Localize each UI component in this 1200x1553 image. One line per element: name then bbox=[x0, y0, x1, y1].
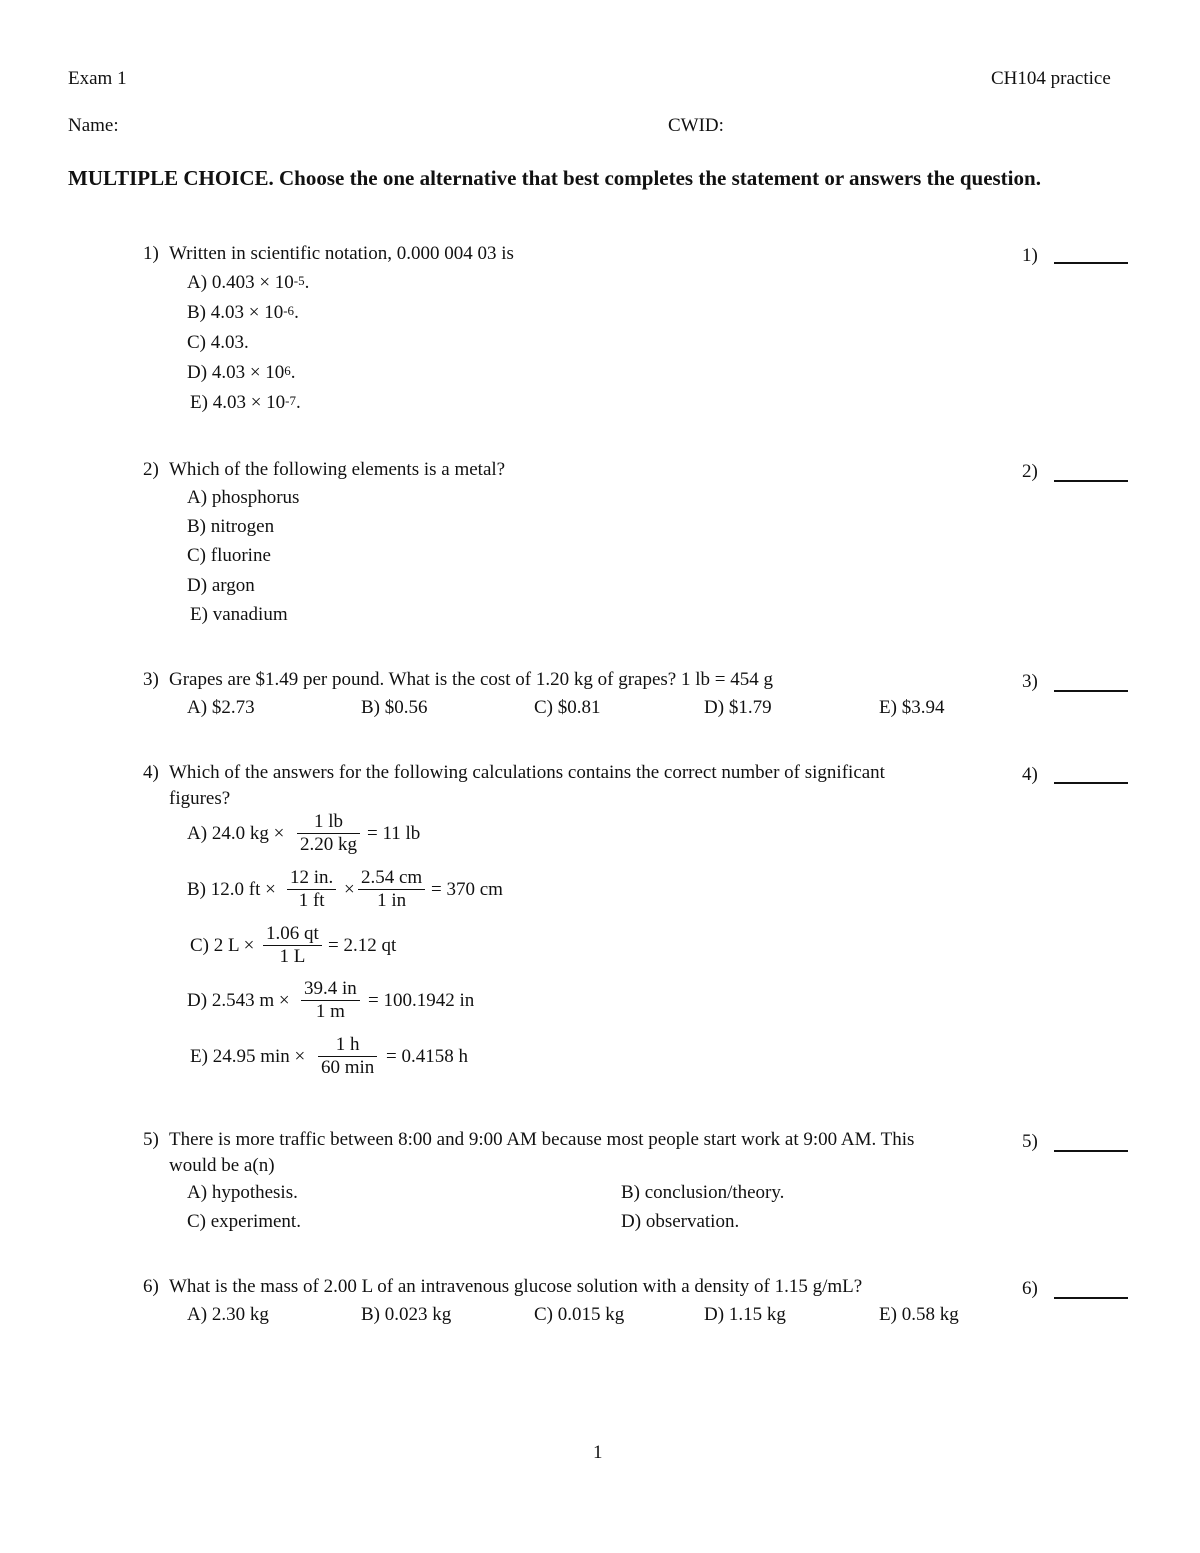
question-text-line-1: Which of the answers for the following calculations contains the correct number of significant bbox=[169, 762, 885, 783]
option-c[interactable]: C) 4.03. bbox=[187, 332, 249, 353]
option-b[interactable]: B) nitrogen bbox=[187, 516, 275, 537]
exam-title: Exam 1 bbox=[68, 68, 127, 89]
answer-blank-label: 1) bbox=[1022, 245, 1038, 266]
option-label: D) bbox=[187, 990, 208, 1011]
cwid-field-label: CWID: bbox=[668, 115, 724, 136]
option-d[interactable]: D) observation. bbox=[621, 1211, 740, 1232]
question-text-line-2: figures? bbox=[169, 788, 231, 809]
option-b[interactable]: B) $4.03 \times 10^{-6}$. bbox=[187, 302, 299, 323]
course-label: CH104 practice bbox=[991, 68, 1111, 89]
question-text: What is the mass of 2.00 L of an intravenous glucose solution with a density of 1.15 g/mL? bbox=[169, 1276, 863, 1297]
question-text: Written in scientific notation, 0.000 004 03 is bbox=[169, 243, 514, 264]
answer-blank-label: 6) bbox=[1022, 1278, 1038, 1299]
question-number: 4) bbox=[143, 762, 159, 783]
option-b[interactable]: B) $0.56 bbox=[361, 697, 428, 718]
answer-blank[interactable] bbox=[1054, 262, 1128, 264]
option-b[interactable]: B) conclusion/theory. bbox=[621, 1182, 785, 1203]
question-text: Which of the following elements is a metal? bbox=[169, 459, 506, 480]
answer-blank-label: 5) bbox=[1022, 1131, 1038, 1152]
option-d[interactable]: D) 1.15 kg bbox=[704, 1304, 786, 1325]
answer-blank-label: 2) bbox=[1022, 461, 1038, 482]
answer-blank[interactable] bbox=[1054, 782, 1128, 784]
option-c[interactable]: C) $0.81 bbox=[534, 697, 601, 718]
option-c[interactable]: C) experiment. bbox=[187, 1211, 301, 1232]
answer-blank-label: 4) bbox=[1022, 764, 1038, 785]
option-a[interactable]: A) $2.73 bbox=[187, 697, 255, 718]
option-a[interactable]: A) phosphorus bbox=[187, 487, 300, 508]
answer-blank-label: 3) bbox=[1022, 671, 1038, 692]
option-d[interactable]: D) argon bbox=[187, 575, 255, 596]
question-number: 3) bbox=[143, 669, 159, 690]
fraction: $\frac{39.4 in}{1 m}$ bbox=[301, 978, 360, 1023]
question-number: 6) bbox=[143, 1276, 159, 1297]
answer-blank[interactable] bbox=[1054, 480, 1128, 482]
option-a[interactable]: A) 2.30 kg bbox=[187, 1304, 269, 1325]
exam-page: Exam 1 CH104 practice Name: CWID: MULTIPLE CHOICE. Choose the one alternative that best completes the statement or answers the question. 1) Written in scientific notation, 0.000 004 03 is 1) A) $0.403 \times 10^{-5}$. B) $4.03 \times 10^{-6}$. C) 4.03. D) $4.03 \times 10^6$. E) $4.03 \times 10^{-7}$. 2) Which of the following elements is a metal? 2) A) phosphorus B) nitrogen C) fluorine D) argon E) vanadium 3) Grapes are $1.49 per pound. What is the cost of 1.20 kg of grapes? 1 lb = 454 g 3) A) $2.73 B) $0.56 C) $0.81 D) $1.79 E) $3.94 4) Which of the answers for the following calculations contains the correct number of significant figures? 4) A) 24.0 kg × $\frac{1 lb}{2.20 kg}$ = 11 lb B) 12.0 ft × $\frac{12 in.}{1 ft}$ × $\frac{2.54 cm}{1 in}$ = 370 cm C) 2 L × $\frac{1.06 qt}{1 L}$ = 2.12 qt D) 2.543 m × $\frac{39.4 in}{1 m}$ = 100.1942 in E) 24.95 min × 1 h 60 min = 0.4158 h 5) There is more traffic between 8:00 and 9:00 AM because most people start work at 9:00 AM. This would be a(n) 5) A) hypothesis. B) conclusion/theory. C) experiment. D) observation. 6) What is the mass of 2.00 L of an intravenous glucose solution with a density of 1.15 g/mL? 6) A) 2.30 kg B) 0.023 kg C) 0.015 kg D) 1.15 kg E) 0.58 kg 1 bbox=[0, 0, 1200, 1553]
option-b[interactable]: B) 0.023 kg bbox=[361, 1304, 452, 1325]
option-c[interactable]: C) fluorine bbox=[187, 545, 271, 566]
fraction: $\frac{12 in.}{1 ft}$ bbox=[287, 867, 336, 912]
option-label: E) bbox=[190, 1046, 208, 1067]
question-text: Grapes are $1.49 per pound. What is the cost of 1.20 kg of grapes? 1 lb = 454 g bbox=[169, 669, 773, 690]
option-label: B) bbox=[187, 879, 206, 900]
option-d[interactable]: D) $1.79 bbox=[704, 697, 772, 718]
section-heading: MULTIPLE CHOICE. Choose the one alternative that best completes the statement or answers the question. bbox=[68, 166, 1041, 190]
option-a[interactable]: A) $0.403 \times 10^{-5}$. bbox=[187, 272, 310, 293]
option-e[interactable]: E) $4.03 \times 10^{-7}$. bbox=[190, 392, 301, 413]
question-text-line-1: There is more traffic between 8:00 and 9:00 AM because most people start work at 9:00 AM. This bbox=[169, 1129, 915, 1150]
option-e[interactable]: E) 0.58 kg bbox=[879, 1304, 959, 1325]
option-label: C) bbox=[190, 935, 209, 956]
question-text-line-2: would be a(n) bbox=[169, 1155, 275, 1176]
option-e[interactable]: E) $3.94 bbox=[879, 697, 945, 718]
option-a[interactable]: A) hypothesis. bbox=[187, 1182, 298, 1203]
answer-blank[interactable] bbox=[1054, 1150, 1128, 1152]
question-number: 2) bbox=[143, 459, 159, 480]
option-e[interactable]: E) vanadium bbox=[190, 604, 288, 625]
page-number: 1 bbox=[593, 1442, 603, 1463]
question-number: 5) bbox=[143, 1129, 159, 1150]
option-c[interactable]: C) 0.015 kg bbox=[534, 1304, 625, 1325]
fraction: $\frac{1.06 qt}{1 L}$ bbox=[263, 923, 322, 968]
name-field-label: Name: bbox=[68, 115, 119, 136]
fraction: $\frac{1 lb}{2.20 kg}$ bbox=[297, 811, 360, 856]
option-label: A) bbox=[187, 823, 208, 844]
fraction: $\frac{2.54 cm}{1 in}$ bbox=[358, 867, 425, 912]
answer-blank[interactable] bbox=[1054, 690, 1128, 692]
fraction: 1 h 60 min bbox=[318, 1034, 377, 1079]
option-d[interactable]: D) $4.03 \times 10^6$. bbox=[187, 362, 296, 383]
answer-blank[interactable] bbox=[1054, 1297, 1128, 1299]
question-number: 1) bbox=[143, 243, 159, 264]
